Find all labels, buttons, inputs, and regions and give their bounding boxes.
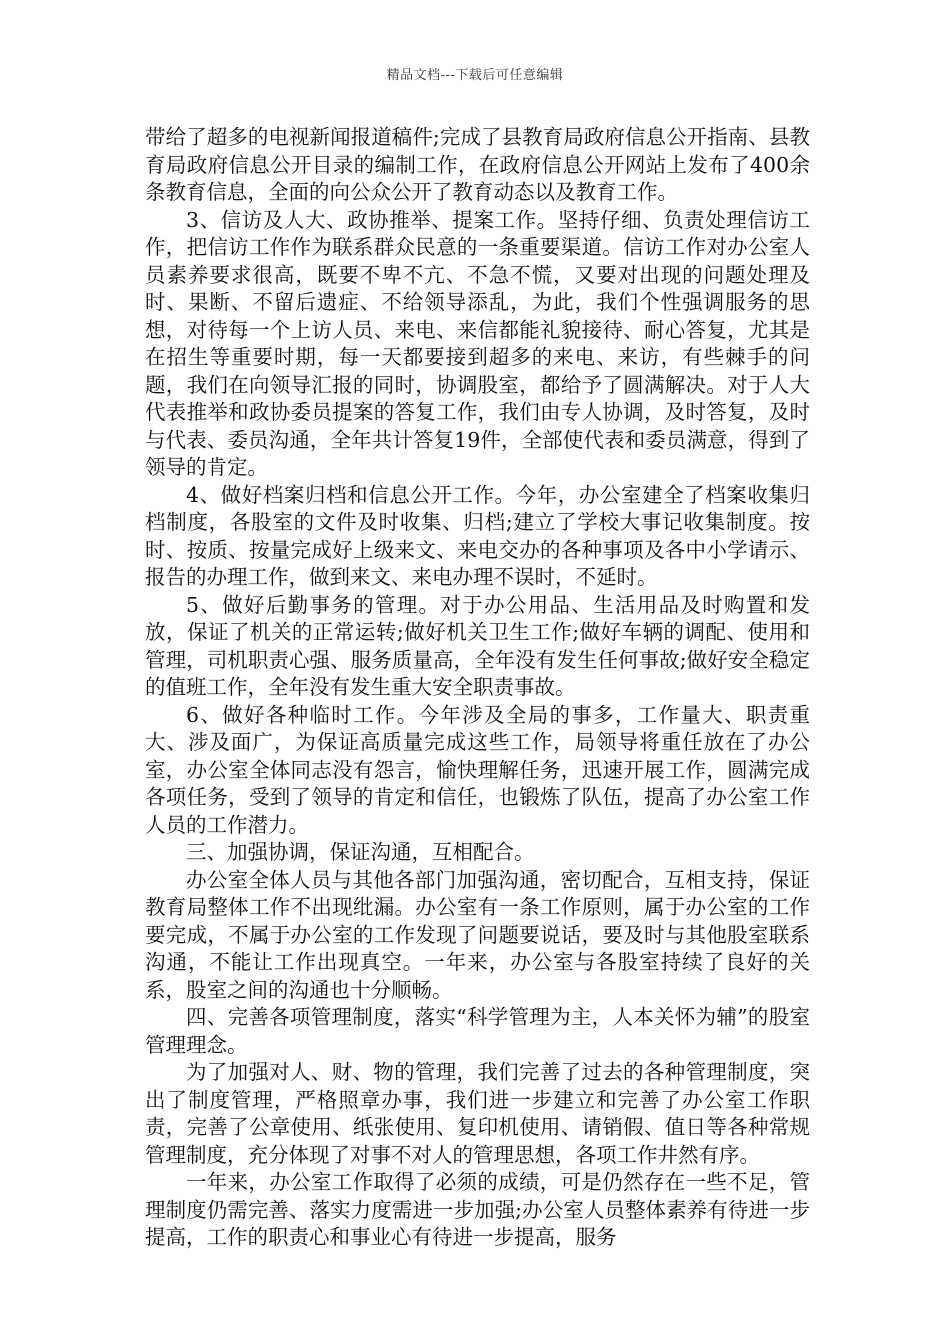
paragraph: 3、信访及人大、政协推举、提案工作。坚持仔细、负责处理信访工作，把信访工作作为联系群众民意的一条重要渠道。信访工作对办公室人员素养要求很高，既要不卑不亢、不急不慌，又要对出现的问题处理及时、果断、不留后遗症、不给领导添乱，为此，我们个性强调服务的思想，对待每一个上访人员、来电、来信都能礼貌接待、耐心答复，尤其是在招生等重要时期，每一天都要接到超多的来电、来访，有些棘手的问题，我们在向领导汇报的同时，协调股室，都给予了圆满解决。对于人大代表推举和政协委员提案的答复工作，我们由专人协调，及时答复，及时与代表、委员沟通，全年共计答复19件，全部使代表和委员满意，得到了领导的肯定。 [145,207,810,479]
paragraph: 带给了超多的电视新闻报道稿件;完成了县教育局政府信息公开指南、县教育局政府信息公开目录的编制工作，在政府信息公开网站上发布了400余条教育信息，全面的向公众公开了教育动态以及教育工作。 [145,125,810,204]
paragraph: 4、做好档案归档和信息公开工作。今年，办公室建全了档案收集归档制度，各股室的文件及时收集、归档;建立了学校大事记收集制度。按时、按质、按量完成好上级来文、来电交办的各种事项及各中小学请示、报告的办理工作，做到来文、来电办理不误时，不延时。 [145,482,810,589]
paragraph: 5、做好后勤事务的管理。对于办公用品、生活用品及时购置和发放，保证了机关的正常运转;做好机关卫生工作;做好车辆的调配、使用和管理，司机职责心强、服务质量高，全年没有发生任何事故;做好安全稳定的值班工作，全年没有发生重大安全职责事故。 [145,592,810,699]
paragraph: 6、做好各种临时工作。今年涉及全局的事多，工作量大、职责重大、涉及面广，为保证高质量完成这些工作，局领导将重任放在了办公室，办公室全体同志没有怨言，愉快理解任务，迅速开展工作，圆满完成各项任务，受到了领导的肯定和信任，也锻炼了队伍，提高了办公室工作人员的工作潜力。 [145,702,810,837]
page-header: 精品文档---下载后可任意编辑 [386,68,564,83]
paragraph: 为了加强对人、财、物的管理，我们完善了过去的各种管理制度，突出了制度管理，严格照章办事，我们进一步建立和完善了办公室工作职责，完善了公章使用、纸张使用、复印机使用、请销假、值日等各种常规管理制度，充分体现了对事不对人的管理思想，各项工作井然有序。 [145,1060,810,1167]
section-heading: 三、加强协调，保证沟通，互相配合。 [186,840,535,864]
paragraph: 办公室全体人员与其他各部门加强沟通，密切配合，互相支持，保证教育局整体工作不出现纰漏。办公室有一条工作原则，属于办公室的工作要完成，不属于办公室的工作发现了问题要说话，要及时与其他股室联系沟通，不能让工作出现真空。一年来，办公室与各股室持续了良好的关系，股室之间的沟通也十分顺畅。 [145,867,810,1002]
section-heading: 四、完善各项管理制度，落实“科学管理为主，人本关怀为辅”的股室管理理念。 [145,1005,810,1057]
document-body [145,124,810,1252]
paragraph: 一年来，办公室工作取得了必须的成绩，可是仍然存在一些不足，管理制度仍需完善、落实力度需进一步加强;办公室人员整体素养有待进一步提高，工作的职责心和事业心有待进一步提高，服务 [145,1170,810,1249]
